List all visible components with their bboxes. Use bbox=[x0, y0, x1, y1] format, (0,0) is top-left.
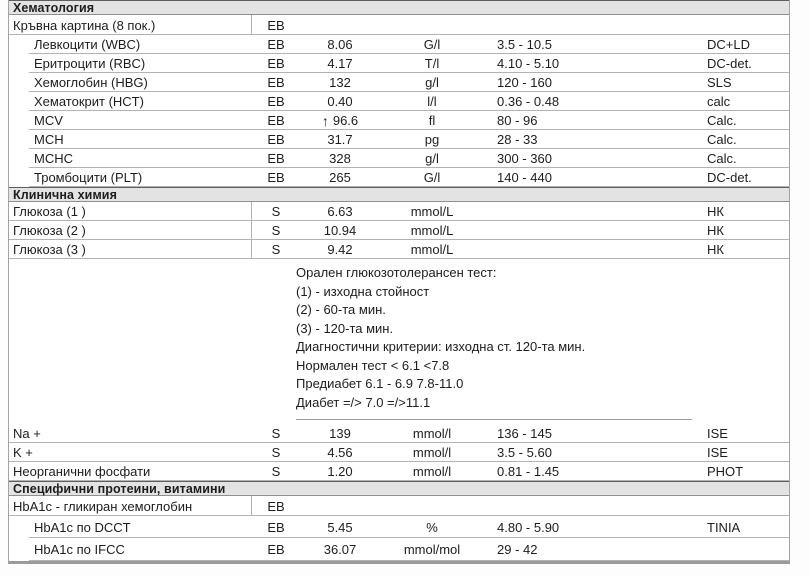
param-name: Хематокрит (HCT) bbox=[34, 94, 144, 109]
high-flag-icon: ↑ bbox=[321, 112, 329, 129]
units: T/l bbox=[424, 56, 440, 71]
units: mmol/l bbox=[412, 464, 452, 479]
result-number: 0.40 bbox=[327, 94, 353, 109]
reference-range: 120 - 160 bbox=[497, 75, 552, 90]
table-row bbox=[9, 111, 789, 130]
result-number: 96.6 bbox=[332, 113, 359, 128]
table-row bbox=[9, 516, 789, 538]
units: mmol/L bbox=[410, 223, 454, 238]
result-value bbox=[300, 132, 380, 147]
method: ISE bbox=[707, 445, 728, 460]
note-line: Предиабет 6.1 - 6.9 7.8-11.0 bbox=[296, 376, 464, 391]
result-value bbox=[300, 445, 380, 460]
reference-range: 3.5 - 5.60 bbox=[497, 445, 552, 460]
table-row bbox=[9, 15, 789, 35]
sample-type: EB bbox=[267, 151, 285, 166]
method: calc bbox=[707, 94, 731, 109]
units: G/l bbox=[423, 170, 441, 185]
result-value bbox=[300, 94, 380, 109]
result-number: 1.20 bbox=[327, 464, 353, 479]
units: g/l bbox=[425, 151, 439, 166]
method: Calc. bbox=[707, 151, 737, 166]
section-title: Клинична химия bbox=[13, 187, 117, 202]
result-number: 328 bbox=[329, 151, 351, 166]
result-value bbox=[300, 464, 380, 479]
units: mmol/mol bbox=[403, 542, 461, 557]
method: DC+LD bbox=[707, 37, 750, 52]
reference-range: 0.36 - 0.48 bbox=[497, 94, 560, 109]
units: % bbox=[426, 519, 438, 535]
sample-type: EB bbox=[267, 75, 285, 90]
method: PHOT bbox=[707, 464, 744, 479]
result-number: 9.42 bbox=[327, 242, 353, 257]
result-number: 31.7 bbox=[327, 132, 353, 147]
table-row bbox=[9, 462, 789, 481]
method: TINIA bbox=[707, 519, 741, 535]
param-name: K + bbox=[13, 445, 33, 460]
sample-type: EB bbox=[267, 94, 285, 109]
units: mmol/l bbox=[412, 445, 452, 460]
section-title: Специфични протеини, витамини bbox=[13, 481, 226, 496]
sample-type: S bbox=[271, 204, 281, 219]
result-number: 4.17 bbox=[327, 56, 353, 71]
param-name: MCH bbox=[34, 132, 64, 147]
sample-type: EB bbox=[267, 498, 285, 514]
reference-range: 136 - 145 bbox=[497, 426, 552, 441]
table-row bbox=[9, 92, 789, 111]
table-row bbox=[9, 538, 789, 561]
result-value bbox=[300, 542, 380, 557]
sample-type: S bbox=[271, 445, 281, 460]
units: G/l bbox=[423, 37, 441, 52]
result-value bbox=[300, 223, 380, 238]
param-name: Кръвна картина (8 пок.) bbox=[9, 15, 252, 35]
reference-range: 80 - 96 bbox=[497, 113, 538, 128]
method: ISE bbox=[707, 426, 728, 441]
section-header-hematology bbox=[9, 0, 789, 15]
method: DC-det. bbox=[707, 56, 752, 71]
result-value bbox=[300, 37, 380, 52]
table-row bbox=[9, 73, 789, 92]
table-row bbox=[9, 424, 789, 443]
reference-range: 28 - 33 bbox=[497, 132, 538, 147]
result-number: 139 bbox=[329, 426, 351, 441]
table-row bbox=[9, 168, 789, 187]
result-number: 132 bbox=[329, 75, 351, 90]
section-title: Хематология bbox=[13, 0, 95, 15]
result-value bbox=[300, 204, 380, 219]
sample-type: S bbox=[271, 464, 281, 479]
result-number: 4.56 bbox=[327, 445, 353, 460]
units: pg bbox=[424, 132, 440, 147]
result-number: 6.63 bbox=[327, 204, 353, 219]
param-name: Левкоцити (WBC) bbox=[34, 37, 141, 52]
table-row bbox=[9, 221, 789, 240]
param-name: Неорганични фосфати bbox=[13, 464, 151, 479]
units: mmol/L bbox=[410, 242, 454, 257]
note-line: Диагностични критерии: изходна ст. 120-та мин. bbox=[296, 339, 586, 354]
section-header-clinical-chemistry bbox=[9, 187, 789, 202]
method: Calc. bbox=[707, 132, 737, 147]
units: g/l bbox=[425, 75, 439, 90]
reference-range: 4.10 - 5.10 bbox=[497, 56, 560, 71]
table-row bbox=[9, 130, 789, 149]
units: mmol/l bbox=[412, 426, 452, 441]
table-row bbox=[9, 54, 789, 73]
param-name: Еритроцити (RBC) bbox=[34, 56, 146, 71]
method: НК bbox=[707, 242, 724, 257]
result-value bbox=[300, 113, 380, 128]
sample-type: EB bbox=[267, 17, 285, 33]
reference-range: 140 - 440 bbox=[497, 170, 552, 185]
note-line: (2) - 60-та мин. bbox=[296, 302, 386, 317]
table-row bbox=[9, 149, 789, 168]
param-name: MCHC bbox=[34, 151, 73, 166]
section-header-specific-proteins bbox=[9, 481, 789, 496]
result-number: 8.06 bbox=[327, 37, 353, 52]
sample-type: EB bbox=[267, 132, 285, 147]
result-value bbox=[300, 520, 380, 535]
method: DC-det. bbox=[707, 170, 752, 185]
param-name: HbA1c по IFCC bbox=[34, 542, 125, 557]
method: Calc. bbox=[707, 113, 737, 128]
result-number: 5.45 bbox=[327, 519, 353, 535]
reference-range: 300 - 360 bbox=[497, 151, 552, 166]
sample-type: EB bbox=[267, 542, 285, 557]
sample-type: EB bbox=[267, 170, 285, 185]
sample-type: S bbox=[271, 223, 281, 238]
sample-type: S bbox=[271, 426, 281, 441]
units: mmol/L bbox=[410, 204, 454, 219]
result-number: 265 bbox=[329, 170, 351, 185]
reference-range: 0.81 - 1.45 bbox=[497, 464, 560, 479]
units: l/l bbox=[427, 94, 437, 109]
result-value bbox=[300, 75, 380, 90]
method: НК bbox=[707, 223, 724, 238]
note-line: Орален глюкозотолерансен тест: bbox=[296, 265, 497, 280]
sample-type: S bbox=[271, 242, 281, 257]
param-name: Глюкоза (3 ) bbox=[9, 240, 252, 259]
reference-range: 4.80 - 5.90 bbox=[497, 519, 560, 535]
table-row bbox=[9, 443, 789, 462]
param-name: MCV bbox=[34, 113, 63, 128]
sample-type: EB bbox=[267, 37, 285, 52]
result-value bbox=[300, 426, 380, 441]
note-line: Нормален тест < 6.1 <7.8 bbox=[296, 357, 450, 373]
param-name: Глюкоза (1 ) bbox=[9, 202, 252, 221]
sample-type: EB bbox=[267, 113, 285, 128]
method: НК bbox=[707, 204, 724, 219]
note-line: (1) - изходна стойност bbox=[296, 283, 430, 299]
table-row bbox=[9, 202, 789, 221]
reference-range: 3.5 - 10.5 bbox=[497, 37, 552, 52]
note-line: Диабет =/> 7.0 =/>11.1 bbox=[296, 394, 431, 410]
table-row bbox=[9, 240, 789, 259]
ogtt-note-block bbox=[9, 259, 789, 424]
result-number: 10.94 bbox=[323, 223, 357, 238]
result-value bbox=[300, 242, 380, 257]
param-name: HbA1c по DCCT bbox=[34, 519, 131, 535]
param-name: Глюкоза (2 ) bbox=[9, 221, 252, 240]
result-value bbox=[300, 170, 380, 185]
lab-results-table bbox=[8, 0, 790, 564]
param-name: HbA1c - гликиран хемоглобин bbox=[9, 496, 252, 516]
param-name: Na + bbox=[13, 426, 41, 441]
method: SLS bbox=[707, 75, 732, 90]
sample-type: EB bbox=[267, 56, 285, 71]
note-line: (3) - 120-та мин. bbox=[296, 320, 394, 336]
result-number: 36.07 bbox=[323, 542, 357, 557]
reference-range: 29 - 42 bbox=[497, 542, 538, 557]
param-name: Хемоглобин (HBG) bbox=[34, 75, 148, 90]
param-name: Тромбоцити (PLT) bbox=[34, 170, 143, 185]
result-value bbox=[300, 56, 380, 71]
units: fl bbox=[428, 113, 436, 128]
result-value bbox=[300, 151, 380, 166]
ogtt-note-text bbox=[296, 264, 585, 412]
table-row bbox=[9, 35, 789, 54]
sample-type: EB bbox=[267, 519, 285, 535]
table-row bbox=[9, 496, 789, 516]
